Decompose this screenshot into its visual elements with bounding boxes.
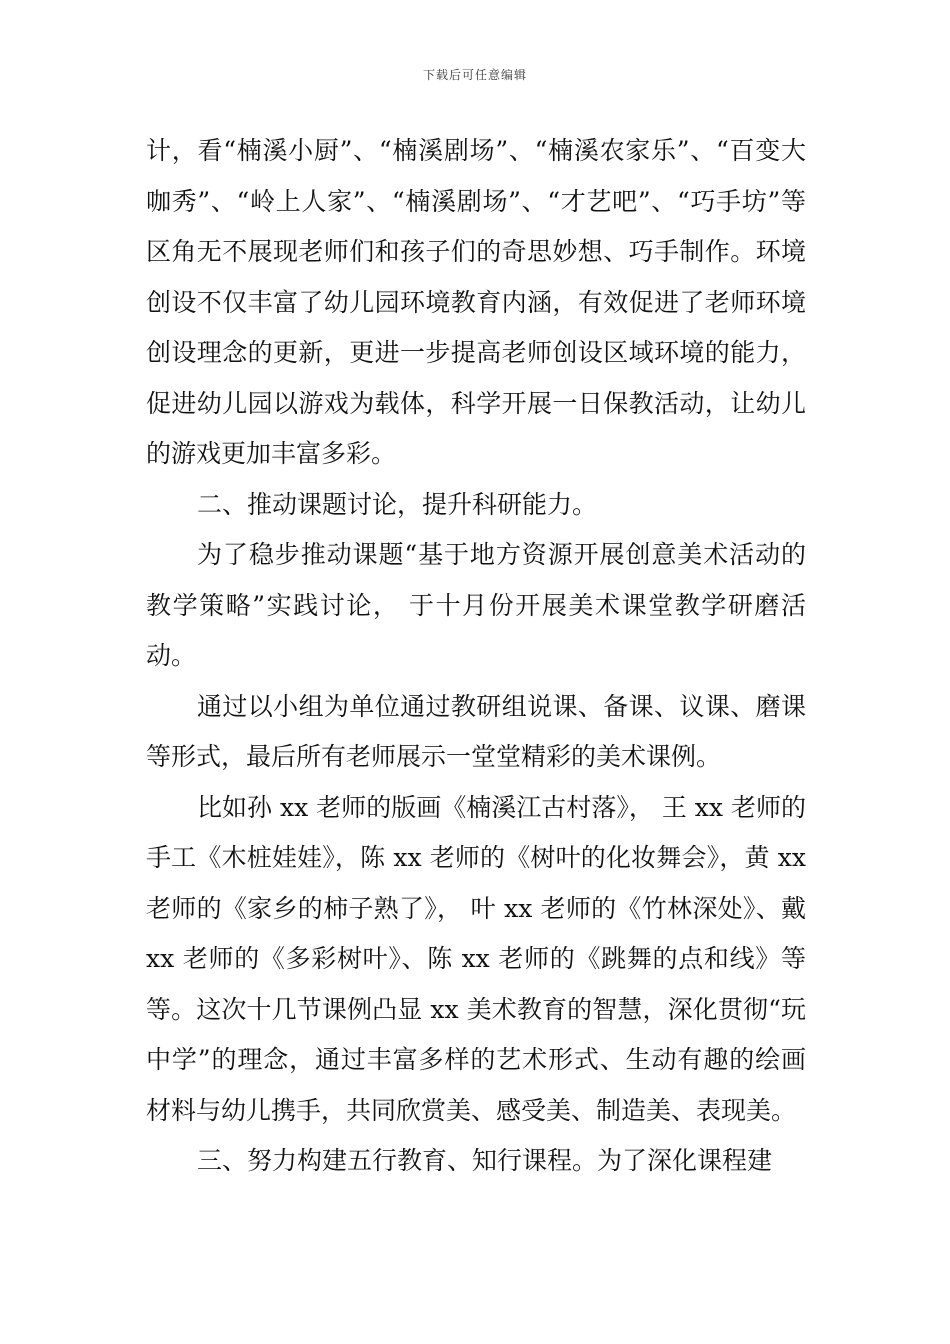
paragraph: 为了稳步推动课题“基于地方资源开展创意美术活动的教学策略”实践讨论， 于十月份开展美术课堂教学研磨活动。 bbox=[146, 540, 806, 670]
paragraph: 通过以小组为单位通过教研组说课、备课、议课、磨课等形式，最后所有老师展示一堂堂精彩的美术课例。 bbox=[146, 691, 806, 771]
page-header-note: 下载后可任意编辑 bbox=[422, 68, 527, 82]
section-heading-2: 二、推动课题讨论，提升科研能力。 bbox=[197, 489, 598, 519]
paragraph: 比如孙 xx 老师的版画《楠溪江古村落》， 王 xx 老师的手工《木桩娃娃》，陈 xx 老师的《树叶的化妆舞会》，黄 xx 老师的《家乡的柿子熟了》， 叶 xx 老师的《竹林深处》、戴 xx 老师的《多彩树叶》、陈 xx 老师的《跳舞的点和线》等等。这次十几节课例凸显 xx 美术教育的智慧，深化贯彻“玩中学”的理念，通过丰富多样的艺术形式、生动有趣的绘画材料与幼儿携手，共同欣赏美、感受美、制造美、表现美。 bbox=[146, 792, 806, 1125]
document-body bbox=[146, 126, 806, 1187]
paragraph-continued: 计，看“楠溪小厨”、“楠溪剧场”、“楠溪农家乐”、“百变大咖秀”、“岭上人家”、“楠溪剧场”、“才艺吧”、“巧手坊”等区角无不展现老师们和孩子们的奇思妙想、巧手制作。环境创设不仅丰富了幼儿园环境教育内涵，有效促进了老师环境创设理念的更新，更进一步提高老师创设区域环境的能力，促进幼儿园以游戏为载体，科学开展一日保教活动，让幼儿的游戏更加丰富多彩。 bbox=[146, 136, 806, 468]
section-heading-3: 三、努力构建五行教育、知行课程。为了深化课程建 bbox=[197, 1146, 773, 1175]
